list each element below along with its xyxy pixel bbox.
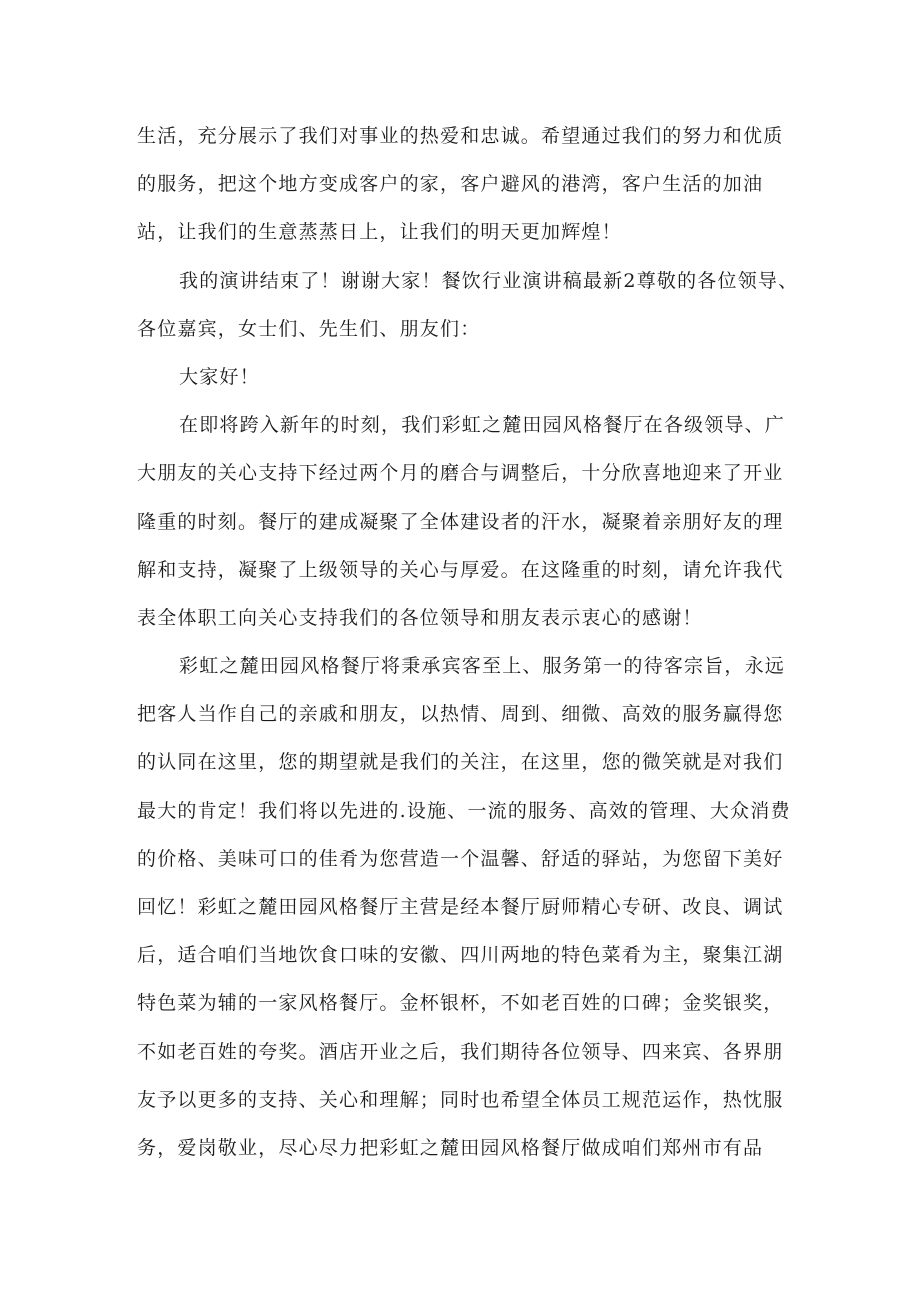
text-line: 务，爱岗敬业，尽心尽力把彩虹之麓田园风格餐厅做成咱们郑州市有品	[137, 1136, 764, 1159]
text-line: 的认同在这里，您的期望就是我们的关注，在这里，您的微笑就是对我们	[137, 751, 784, 774]
text-line: 表全体职工向关心支持我们的各位领导和朋友表示衷心的感谢！	[137, 606, 703, 629]
text-line: 特色菜为辅的一家风格餐厅。金杯银杯，不如老百姓的口碑；金奖银奖，	[137, 992, 784, 1015]
text-line: 大家好！	[179, 365, 260, 388]
text-line: 在即将跨入新年的时刻，我们彩虹之麓田园风格餐厅在各级领导、广	[179, 414, 786, 437]
text-line: 各位嘉宾，女士们、先生们、朋友们：	[137, 317, 481, 340]
text-line: 把客人当作自己的亲戚和朋友，以热情、周到、细微、高效的服务赢得您	[137, 703, 784, 726]
text-line: 不如老百姓的夸奖。酒店开业之后，我们期待各位领导、四来宾、各界朋	[137, 1040, 784, 1063]
text-line: 生活，充分展示了我们对事业的热爱和忠诚。希望通过我们的努力和优质	[137, 125, 784, 147]
text-line: 的价格、美味可口的佳肴为您营造一个温馨、舒适的驿站，为您留下美好	[137, 847, 784, 870]
text-line: 隆重的时刻。餐厅的建成凝聚了全体建设者的汗水，凝聚着亲朋好友的理	[137, 510, 784, 533]
text-line: 友予以更多的支持、关心和理解；同时也希望全体员工规范运作，热忱服	[137, 1088, 784, 1111]
text-line: 的服务，把这个地方变成客户的家，客户避风的港湾，客户生活的加油	[137, 173, 764, 196]
text-line: 大朋友的关心支持下经过两个月的磨合与调整后，十分欣喜地迎来了开业	[137, 462, 784, 485]
text-line: 后，适合咱们当地饮食口味的安徽、四川两地的特色菜肴为主，聚集江湖	[137, 944, 784, 967]
text-line: 彩虹之麓田园风格餐厅将秉承宾客至上、服务第一的待客宗旨，永远	[179, 655, 786, 678]
text-line: 我的演讲结束了！谢谢大家！餐饮行业演讲稿最新2尊敬的各位领导、	[179, 269, 799, 292]
speech-text-body	[137, 112, 817, 1172]
text-line: 回忆！彩虹之麓田园风格餐厅主营是经本餐厅厨师精心专研、改良、调试	[137, 896, 784, 918]
text-line: 站，让我们的生意蒸蒸日上，让我们的明天更加辉煌！	[137, 221, 622, 244]
text-line: 解和支持，凝聚了上级领导的关心与厚爱。在这隆重的时刻，请允许我代	[137, 558, 784, 581]
text-line: 最大的肯定！我们将以先进的.设施、一流的服务、高效的管理、大众消费	[137, 799, 791, 822]
